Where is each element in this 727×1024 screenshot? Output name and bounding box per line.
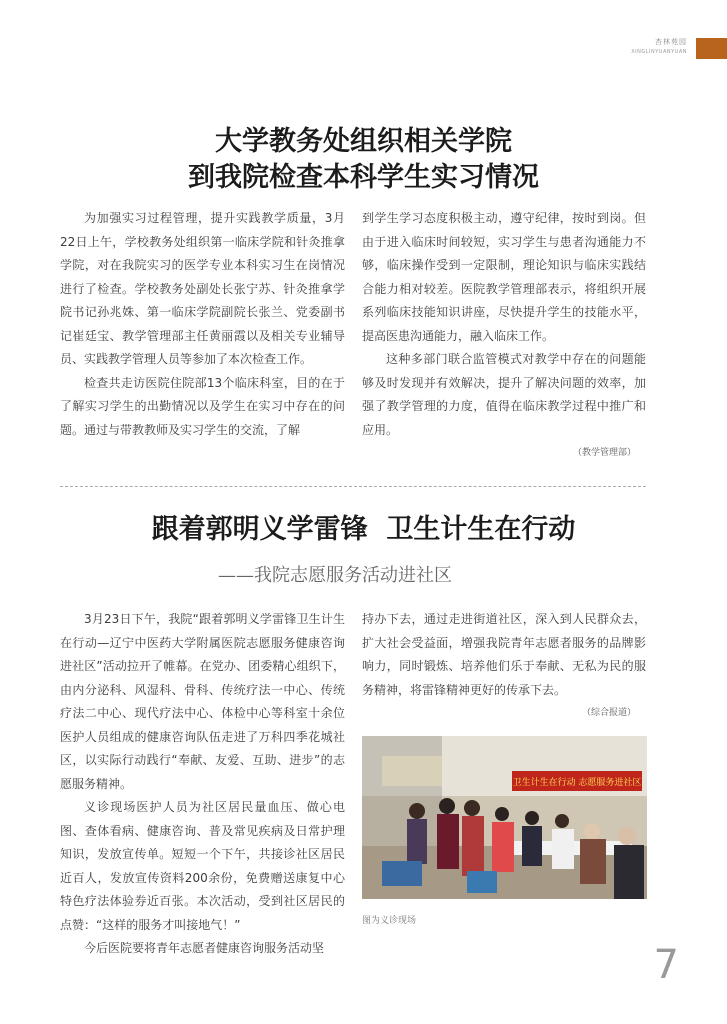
section-divider [60,486,646,487]
header-section-pinyin: XINGLINYUANYUAN [631,49,687,55]
photo-caption: 图为义诊现场 [362,916,417,926]
article2-paragraph-continued: 持办下去，通过走进街道社区，深入到人民群众去，扩大社会受益面，增强我院青年志愿者服务的品牌影响力，同时锻炼、培养他们乐于奉献、无私为民的服务精神，将雷锋精神更好的传承下去。 [362,612,646,697]
article2-source: （综合报道） [581,708,636,718]
event-photo-illustration [362,736,647,899]
article1-left-column [60,207,345,442]
banner-text: 卫生计生在行动 志愿服务进社区 [512,778,642,788]
article2-paragraph: 3月23日下午，我院“跟着郭明义学雷锋卫生计生在行动—辽宁中医药大学附属医院志愿服务健康咨询进社区”活动拉开了帷幕。在党办、团委精心组织下，由内分泌科、风湿科、骨科、传统疗法一中心、传统疗法二中心、现代疗法中心、体检中心等科室十余位医护人员组成的健康咨询队伍走进了万科四季花城社区，以实际行动践行“奉献、友爱、互助、进步”的志愿服务精神。 [60,612,345,791]
article2-left-column [60,608,345,961]
article1-paragraph: 这种多部门联合监管模式对教学中存在的问题能够及时发现并有效解决，提升了解决问题的效率，加强了教学管理的力度，值得在临床教学过程中推广和应用。 [362,352,646,437]
header-section-name: 杏林苑园 [655,38,687,46]
page-number: 7 [653,942,679,988]
article1-paragraph: 为加强实习过程管理，提升实践教学质量，3月22日上午，学校教务处组织第一临床学院和针灸推拿学院，对在我院实习的医学专业本科实习生在岗情况进行了检查。学校教务处副处长张宁苏、针灸推拿学院书记孙兆姝、第一临床学院副院长张兰、党委副书记崔廷宝、教学管理部主任黄丽霞以及相关专业辅导员、实践教学管理人员等参加了本次检查工作。 [60,211,345,366]
header-accent-block [696,38,727,59]
article1-paragraph: 检查共走访医院住院部13个临床科室，目的在于了解实习学生的出勤情况以及学生在实习中存在的问题。通过与带教教师及实习学生的交流，了解 [60,375,345,437]
article2-title: 跟着郭明义学雷锋 卫生计生在行动 [151,514,576,545]
article2-paragraph: 义诊现场医护人员为社区居民量血压、做心电图、查体看病、健康咨询、普及常见疾病及日常护理知识，发放宣传单。短短一个下午，共接诊社区居民近百人，发放宣传资料200余份，免费赠送康复中心特色疗法体验券近百张。本次活动，受到社区居民的点赞：“这样的服务才叫接地气！” [60,800,345,932]
article1-title-line2: 到我院检查本科学生实习情况 [188,162,539,193]
article2-paragraph: 今后医院要将青年志愿者健康咨询服务活动坚 [84,941,325,955]
article2-right-column [362,608,646,726]
article2-subtitle: ——我院志愿服务活动进社区 [218,565,452,586]
article1-title-line1: 大学教务处组织相关学院 [215,126,512,157]
article1-source: （教学管理部） [572,448,636,458]
article1-right-column [362,207,646,466]
article1-paragraph-continued: 到学生学习态度积极主动，遵守纪律，按时到岗。但由于进入临床时间较短，实习学生与患者沟通能力不够，临床操作受到一定限制，理论知识与临床实践结合能力相对较差。医院教学管理部表示，将组织开展系列临床技能知识讲座，尽快提升学生的技能水平，提高医患沟通能力，融入临床工作。 [362,211,646,343]
event-photo [362,736,647,899]
